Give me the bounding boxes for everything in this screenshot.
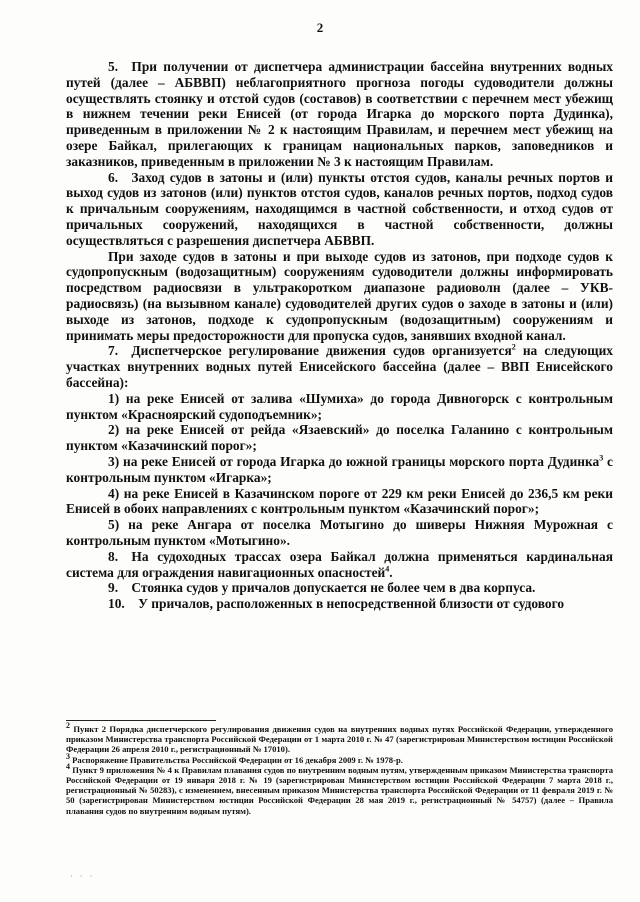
paragraph-7-text: 7. Диспетчерское регулирование движения судов организуется: [108, 343, 512, 359]
paragraph-10: 10. У причалов, расположенных в непосредственной близости от судового: [108, 596, 565, 612]
paragraph-8-text: 8. На судоходных трассах озера Байкал должна применяться кардинальная система для ограждения навигационных опасностей: [66, 548, 613, 580]
list-item-3-rest: с контрольным пунктом «Игарка»;: [66, 453, 613, 485]
list-item-4: 4) на реке Енисей в Казачинском пороге от 229 км реки Енисей до 236,5 км реки Енисей в обоих направлениях с контрольным пунктом «Казачинский порог»;: [66, 485, 613, 517]
footnote-4-number: 4: [66, 761, 70, 771]
list-item-2: 2) на реке Енисей от рейда «Язаевский» до поселка Галанино с контрольным пунктом «Казачинский порог»;: [66, 422, 613, 454]
paragraph-7-rest: на следующих участках внутренних водных путей Енисейского бассейна (далее – ВВП Енисейского бассейна):: [66, 343, 613, 390]
paragraph-9: 9. Стоянка судов у причалов допускается не более чем в два корпуса.: [108, 580, 536, 596]
footnote-2: [66, 721, 613, 755]
paragraph-6-continued: При заходе судов в затоны и при выходе судов из затонов, при подходе судов к судопропускным (водозащитным) сооружениям судоводители должны информировать посредством радиосвязи в ультракоротком диапазоне радиоволн (далее – УКВ-радиосвязь) (на вызывном канале) судоводителей других судов о заходе в затоны и (или) выходе из затонов, подходе к судопропускным (водозащитным) сооружениям и принимать меры предосторожности для пропуска судов, занявших входной канал.: [66, 248, 613, 343]
paragraph-5: 5. При получении от диспетчера администрации бассейна внутренних водных путей (далее – АБВВП) неблагоприятного прогноза погоды судоводители должны осуществлять стоянку и отстой судов (составов) в соответствии с перечнем мест убежищ в нижнем течении реки Енисей (от города Игарка до морского порта Дудинка), приведенным в приложении № 2 к настоящим Правилам, и перечнем мест убежищ на озере Байкал, прилегающих к границам национальных парков, заповедников и заказников, приведенным в приложении № 3 к настоящим Правилам.: [66, 59, 613, 169]
list-item-3-text: 3) на реке Енисей от города Игарка до южной границы морского порта Дудинка: [108, 453, 600, 469]
footnotes: [66, 721, 613, 816]
footnote-4: [66, 761, 613, 816]
paragraph-8: [66, 549, 613, 581]
document-body: [66, 59, 613, 612]
list-item-1: 1) на реке Енисей от залива «Шумиха» до города Дивногорск с контрольным пунктом «Красноярский судоподъемник»;: [66, 390, 613, 422]
page-number: 2: [316, 20, 324, 35]
footnote-3-text: Распоряжение Правительства Российской Федерации от 16 декабря 2009 г. № 1978-р.: [70, 754, 403, 765]
footnote-3: [66, 751, 613, 765]
footnote-3-number: 3: [66, 751, 70, 761]
footnote-divider: [66, 720, 216, 721]
paragraph-6: 6. Заход судов в затоны и (или) пункты отстоя судов, каналы речных портов и выход судов из затонов (или) пунктов отстоя судов, каналов речных портов, подход судов к причальным сооружениям, находящимся в частной собственности, и отход судов от причальных сооружений, находящихся в частной собственности, должны осуществляться с разрешения диспетчера АБВВП.: [66, 169, 613, 248]
list-item-5: 5) на реке Ангара от поселка Мотыгино до шиверы Нижняя Мурожная с контрольным пунктом «Мотыгино».: [66, 517, 613, 548]
footnote-ref-3[interactable]: 3: [599, 453, 604, 463]
footnote-4-text: Пункт 9 приложения № 4 к Правилам плавания судов по внутренним водным путям, утвержденным приказом Министерства транспорта Российской Федерации от 19 января 2018 г. № 19 (зарегистрирован Министерством юстиции Российской Федерации 7 марта 2018 г., регистрационный № 50283), с изменением, внесенным приказом Министерства транспорта Российской Федерации от 11 февраля 2019 г. № 50 (зарегистрирован Министерством юстиции Российской Федерации 28 мая 2019 г., регистрационный № 54757) (далее – Правила плавания судов по внутренним водным путям).: [66, 764, 613, 816]
paragraph-7: [66, 343, 613, 390]
footnote-2-text: Пункт 2 Порядка диспетчерского регулирования движения судов на внутренних водных путях Российской Федерации, утвержденного приказом Министерства транспорта Российской Федерации от 1 марта 2010 г. № 47 (зарегистрирован Министерством юстиции Российской Федерации 26 апреля 2010 г., регистрационный № 17010).: [66, 724, 613, 755]
scan-marks: · · ·: [70, 872, 95, 882]
paragraph-8-end: .: [389, 564, 393, 580]
footnote-ref-4[interactable]: 4: [385, 564, 390, 574]
footnote-2-number: 2: [66, 721, 70, 731]
footnote-ref-2[interactable]: 2: [511, 342, 516, 352]
list-item-3: [66, 454, 613, 486]
